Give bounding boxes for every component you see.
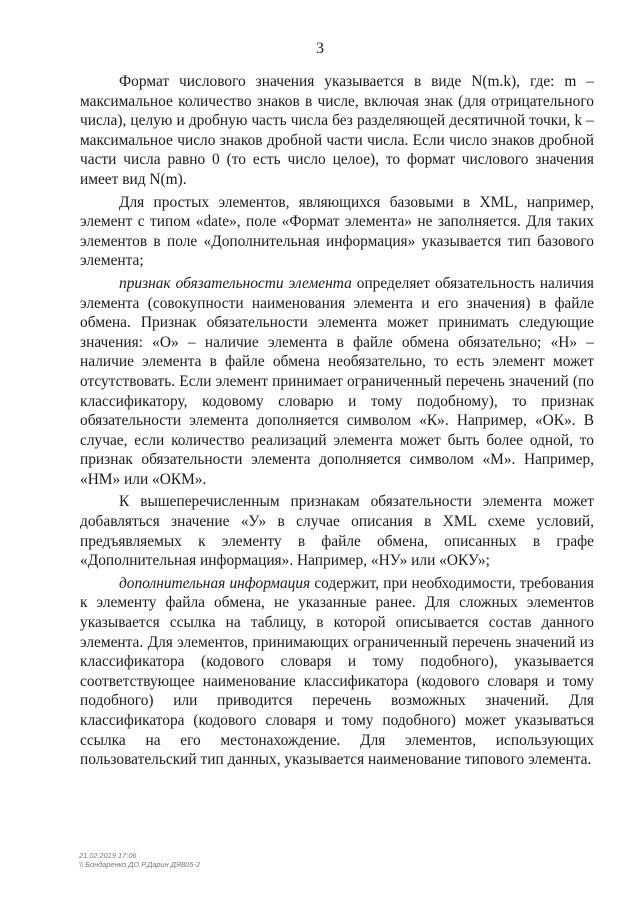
document-body [80, 72, 594, 770]
footer-stamp [79, 851, 200, 869]
paragraph-simple-elements: Для простых элементов, являющихся базовыми в XML, например, элемент с типом «date», поле «Формат элемента» не заполняется. Для таких элементов в поле «Дополнительная информация» указывается тип базового элемента; [80, 193, 594, 270]
term-mandatory-attribute: признак обязательности элемента [119, 274, 352, 292]
footer-file-path: \\ Бондаренко ДО Р.Дарин ДЯ805-2 [79, 860, 200, 869]
paragraph-conditional-value: К вышеперечисленным признакам обязательности элемента может добавляться значение «У» в случае описания в XML схеме условий, предъявляемых к элементу в файле обмена, описанных в графе «Дополнительная информация». Например, «НУ» или «ОКУ»; [80, 493, 594, 570]
paragraph-additional-info [80, 574, 594, 770]
paragraph-mandatory-attribute [80, 274, 594, 490]
term-additional-info: дополнительная информация [119, 574, 311, 592]
footer-timestamp: 21.02.2019 17:06 [79, 851, 137, 860]
page-number: 3 [316, 40, 324, 57]
mandatory-attribute-text: определяет обязательность наличия элемента (совокупности наименования элемента и его значения) в файле обмена. Признак обязательности элемента может принимать следующие значения: «О» – наличие элемента в файле обмена обязательно; «Н» – наличие элемента в файле обмена необязательно, то есть элемент может отсутствовать. Если элемент принимает ограниченный перечень значений (по классификатору, кодовому словарю и тому подобному), то признак обязательности элемента дополняется символом «К». Например, «ОК». В случае, если количество реализаций элемента может быть более одной, то признак обязательности элемента дополняется символом «М». Например, «НМ» или «ОКМ». [80, 274, 594, 488]
paragraph-number-format: Формат числового значения указывается в виде N(m.k), где: m – максимальное количество знаков в числе, включая знак (для отрицательного числа), целую и дробную часть числа без разделяющей десятичной точки, k – максимальное число знаков дробной части числа. Если число знаков дробной части числа равно 0 (то есть число целое), то формат числового значения имеет вид N(m). [80, 73, 594, 188]
additional-info-text: содержит, при необходимости, требования к элементу файла обмена, не указанные ранее. Для сложных элементов указывается ссылка на таблицу, в которой описывается состав данного элемента. Для элементов, принимающих ограниченный перечень значений из классификатора (кодового словаря и тому подобного), указывается соответствующее наименование классификатора (кодового словаря и тому подобного) или приводится перечень возможных значений. Для классификатора (кодового словаря и тому подобного) может указываться ссылка на его местонахождение. Для элементов, использующих пользовательский тип данных, указывается наименование типового элемента. [80, 574, 594, 769]
